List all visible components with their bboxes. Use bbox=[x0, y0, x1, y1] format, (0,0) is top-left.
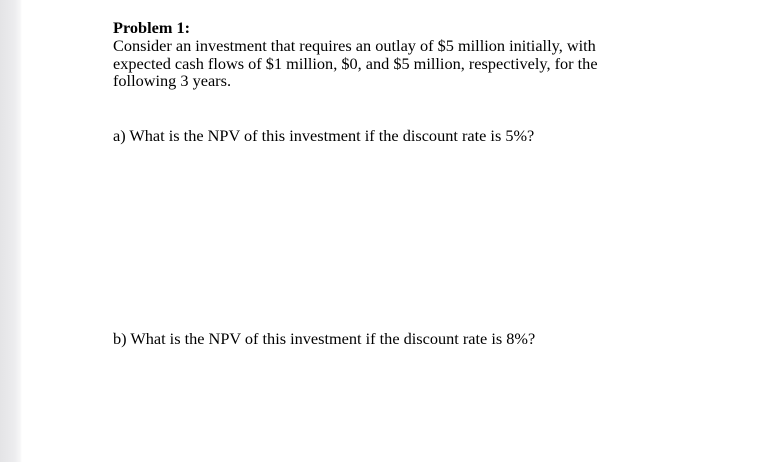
problem-statement-line: following 3 years. bbox=[113, 71, 232, 90]
question-a: a) What is the NPV of this investment if the discount rate is 5%? bbox=[113, 126, 535, 145]
document-page bbox=[22, 0, 769, 462]
question-b: b) What is the NPV of this investment if the discount rate is 8%? bbox=[113, 329, 536, 348]
problem-statement bbox=[113, 37, 673, 90]
problem-title: Problem 1: bbox=[113, 18, 191, 37]
problem-statement-line: Consider an investment that requires an outlay of $5 million initially, with bbox=[113, 36, 596, 55]
left-gutter bbox=[0, 0, 22, 462]
problem-statement-line: expected cash flows of $1 million, $0, and $5 million, respectively, for the bbox=[113, 53, 598, 73]
